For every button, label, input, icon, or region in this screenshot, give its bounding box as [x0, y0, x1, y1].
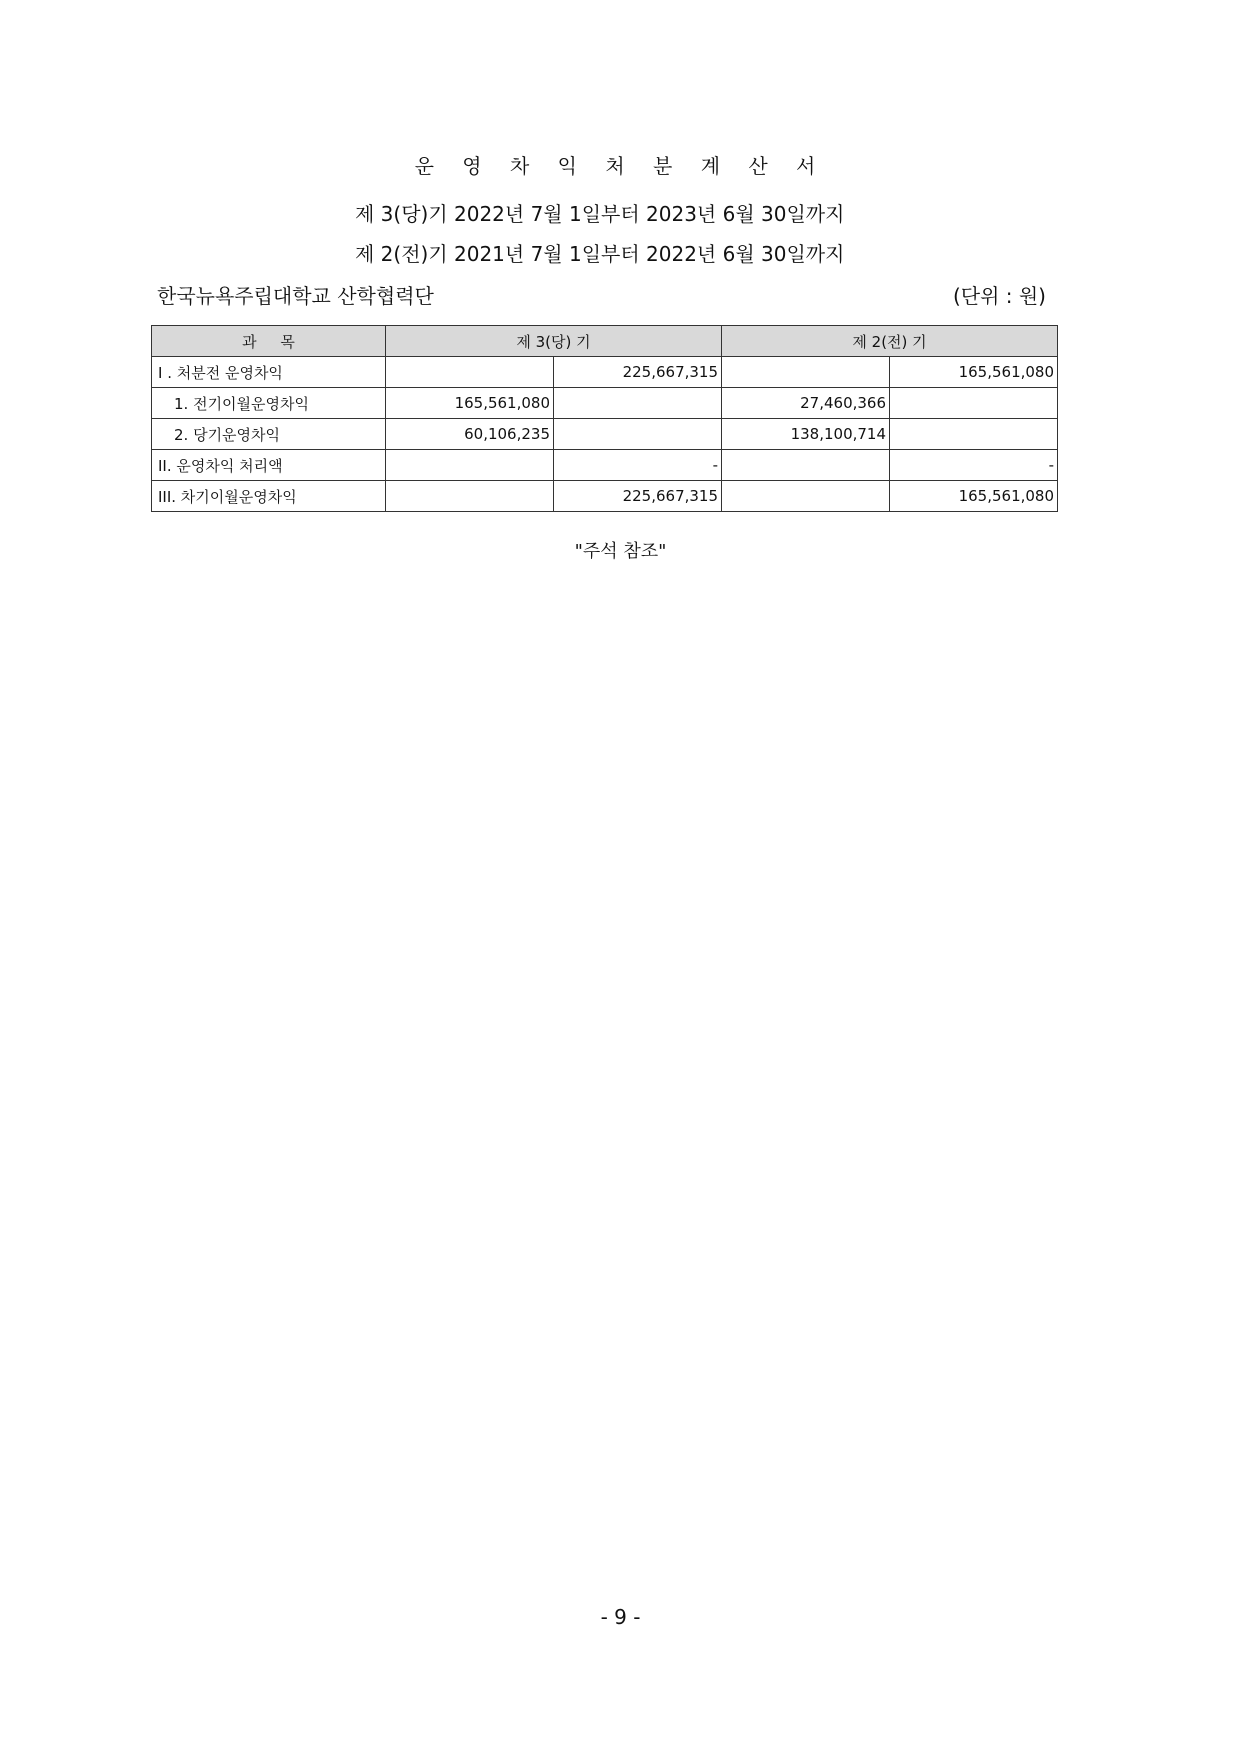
table-row: [152, 388, 1058, 419]
cell-current-total: [554, 388, 722, 419]
cell-current-total: 225,667,315: [554, 481, 722, 512]
cell-previous-detail: [722, 357, 890, 388]
organization-name: 한국뉴욕주립대학교 산학협력단: [157, 284, 434, 308]
row-label: 1. 전기이월운영차익: [152, 388, 386, 419]
footnote: "주석 참조": [574, 541, 667, 562]
cell-previous-detail: 138,100,714: [722, 419, 890, 450]
row-label: III. 차기이월운영차익: [152, 481, 386, 512]
cell-current-detail: [386, 450, 554, 481]
document-title: 운 영 차 익 처 분 계 산 서: [414, 154, 827, 178]
table-row: [152, 450, 1058, 481]
cell-previous-detail: [722, 481, 890, 512]
table-row: [152, 357, 1058, 388]
table-row: [152, 419, 1058, 450]
cell-previous-detail: 27,460,366: [722, 388, 890, 419]
period-previous: 제 2(전)기 2021년 7월 1일부터 2022년 6월 30일까지: [355, 242, 845, 266]
cell-previous-total: 165,561,080: [890, 481, 1058, 512]
cell-previous-total: -: [890, 450, 1058, 481]
row-label: 2. 당기운영차익: [152, 419, 386, 450]
header-current-period: 제 3(당) 기: [386, 326, 722, 357]
disposition-table: [151, 325, 1058, 512]
cell-current-total: 225,667,315: [554, 357, 722, 388]
cell-current-total: [554, 419, 722, 450]
row-label: II. 운영차익 처리액: [152, 450, 386, 481]
cell-current-detail: 60,106,235: [386, 419, 554, 450]
cell-previous-detail: [722, 450, 890, 481]
cell-current-detail: [386, 357, 554, 388]
cell-previous-total: 165,561,080: [890, 357, 1058, 388]
table-header-row: [152, 326, 1058, 357]
cell-current-detail: 165,561,080: [386, 388, 554, 419]
unit-label: (단위 : 원): [952, 284, 1046, 308]
cell-current-detail: [386, 481, 554, 512]
header-previous-period: 제 2(전) 기: [722, 326, 1058, 357]
header-account: 과 목: [152, 326, 386, 357]
table-row: [152, 481, 1058, 512]
row-label: I . 처분전 운영차익: [152, 357, 386, 388]
page-number: - 9 -: [600, 1605, 641, 1629]
cell-current-total: -: [554, 450, 722, 481]
cell-previous-total: [890, 419, 1058, 450]
period-current: 제 3(당)기 2022년 7월 1일부터 2023년 6월 30일까지: [355, 202, 845, 226]
cell-previous-total: [890, 388, 1058, 419]
